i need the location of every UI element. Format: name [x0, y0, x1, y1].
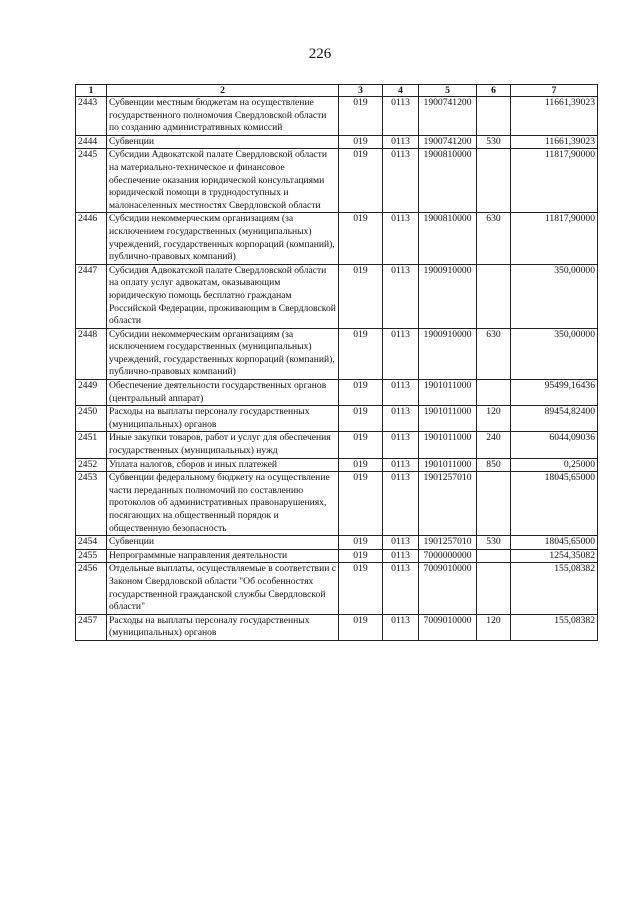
department-code-cell: 019 — [339, 472, 383, 536]
section-code-cell: 0113 — [383, 380, 419, 406]
section-code-cell: 0113 — [383, 536, 419, 550]
section-code-cell: 0113 — [383, 264, 419, 328]
target-article-cell: 1901011000 — [419, 458, 477, 472]
amount-cell: 155,08382 — [511, 563, 598, 614]
amount-cell: 350,00000 — [511, 328, 598, 379]
column-header: 5 — [419, 85, 477, 97]
amount-cell: 6044,09036 — [511, 432, 598, 458]
column-header: 3 — [339, 85, 383, 97]
target-article-cell: 1900810000 — [419, 213, 477, 264]
amount-cell: 11661,39023 — [511, 135, 598, 149]
department-code-cell: 019 — [339, 380, 383, 406]
row-number-cell: 2446 — [76, 213, 107, 264]
page-number: 226 — [308, 46, 332, 62]
department-code-cell: 019 — [339, 149, 383, 213]
department-code-cell: 019 — [339, 406, 383, 432]
expense-type-cell: 240 — [477, 432, 511, 458]
table-row — [76, 380, 598, 406]
row-number-cell: 2456 — [76, 563, 107, 614]
expense-name-cell: Субсидии некоммерческим организациям (за исключением государственных (муниципальных) учреждений, государственных корпораций (компаний), публично-правовых компаний) — [107, 328, 339, 379]
expense-type-cell: 530 — [477, 135, 511, 149]
amount-cell: 11817,90000 — [511, 213, 598, 264]
expense-name-cell: Обеспечение деятельности государственных органов (центральный аппарат) — [107, 380, 339, 406]
column-header: 6 — [477, 85, 511, 97]
expense-type-cell — [477, 149, 511, 213]
expense-name-cell: Расходы на выплаты персоналу государственных (муниципальных) органов — [107, 406, 339, 432]
department-code-cell: 019 — [339, 614, 383, 640]
expense-name-cell: Расходы на выплаты персоналу государственных (муниципальных) органов — [107, 614, 339, 640]
department-code-cell: 019 — [339, 432, 383, 458]
amount-cell: 155,08382 — [511, 614, 598, 640]
column-header: 7 — [511, 85, 598, 97]
expense-name-cell: Отдельные выплаты, осуществляемые в соответствии с Законом Свердловской области "Об особенностях государственной гражданской службы Свердловской области" — [107, 563, 339, 614]
expense-type-cell — [477, 97, 511, 136]
section-code-cell: 0113 — [383, 563, 419, 614]
amount-cell: 11817,90000 — [511, 149, 598, 213]
expense-name-cell: Иные закупки товаров, работ и услуг для обеспечения государственных (муниципальных) нужд — [107, 432, 339, 458]
expense-type-cell: 850 — [477, 458, 511, 472]
column-header: 4 — [383, 85, 419, 97]
target-article-cell: 7000000000 — [419, 549, 477, 563]
expense-type-cell — [477, 380, 511, 406]
department-code-cell: 019 — [339, 213, 383, 264]
amount-cell: 18045,65000 — [511, 536, 598, 550]
row-number-cell: 2448 — [76, 328, 107, 379]
row-number-cell: 2447 — [76, 264, 107, 328]
row-number-cell: 2450 — [76, 406, 107, 432]
expense-name-cell: Субсидии Адвокатской палате Свердловской области на материально-техническое и финансовое обеспечение оказания юридической консультациями юридической помощи в труднодоступных и малонаселенных местностях Свердловской области — [107, 149, 339, 213]
department-code-cell: 019 — [339, 549, 383, 563]
target-article-cell: 1901011000 — [419, 380, 477, 406]
department-code-cell: 019 — [339, 135, 383, 149]
table-row — [76, 563, 598, 614]
section-code-cell: 0113 — [383, 432, 419, 458]
amount-cell: 11661,39023 — [511, 97, 598, 136]
section-code-cell: 0113 — [383, 406, 419, 432]
section-code-cell: 0113 — [383, 614, 419, 640]
row-number-cell: 2443 — [76, 97, 107, 136]
column-header: 2 — [107, 85, 339, 97]
section-code-cell: 0113 — [383, 97, 419, 136]
target-article-cell: 1901257010 — [419, 536, 477, 550]
row-number-cell: 2455 — [76, 549, 107, 563]
table-row — [76, 213, 598, 264]
target-article-cell: 7009010000 — [419, 614, 477, 640]
row-number-cell: 2454 — [76, 536, 107, 550]
expense-type-cell: 630 — [477, 213, 511, 264]
amount-cell: 1254,35082 — [511, 549, 598, 563]
expense-type-cell — [477, 563, 511, 614]
expense-name-cell: Непрограммные направления деятельности — [107, 549, 339, 563]
table-row — [76, 328, 598, 379]
expense-name-cell: Уплата налогов, сборов и иных платежей — [107, 458, 339, 472]
amount-cell: 95499,16436 — [511, 380, 598, 406]
target-article-cell: 1900741200 — [419, 97, 477, 136]
section-code-cell: 0113 — [383, 549, 419, 563]
target-article-cell: 1900910000 — [419, 264, 477, 328]
section-code-cell: 0113 — [383, 472, 419, 536]
table-row — [76, 97, 598, 136]
expense-type-cell: 120 — [477, 614, 511, 640]
expense-name-cell: Субсидии некоммерческим организациям (за исключением государственных (муниципальных) учреждений, государственных корпораций (компаний), публично-правовых компаний) — [107, 213, 339, 264]
expense-name-cell: Субсидия Адвокатской палате Свердловской области на оплату услуг адвокатам, оказывающим юридическую помощь бесплатно гражданам Российской Федерации, проживающим в Свердловской области — [107, 264, 339, 328]
department-code-cell: 019 — [339, 97, 383, 136]
target-article-cell: 1900910000 — [419, 328, 477, 379]
target-article-cell: 7009010000 — [419, 563, 477, 614]
section-code-cell: 0113 — [383, 135, 419, 149]
table-row — [76, 149, 598, 213]
row-number-cell: 2445 — [76, 149, 107, 213]
expense-type-cell — [477, 472, 511, 536]
department-code-cell: 019 — [339, 264, 383, 328]
table-row — [76, 432, 598, 458]
department-code-cell: 019 — [339, 563, 383, 614]
table-row — [76, 614, 598, 640]
amount-cell: 0,25000 — [511, 458, 598, 472]
column-header: 1 — [76, 85, 107, 97]
amount-cell: 18045,65000 — [511, 472, 598, 536]
row-number-cell: 2444 — [76, 135, 107, 149]
budget-table — [75, 84, 598, 641]
target-article-cell: 1901257010 — [419, 472, 477, 536]
header-row — [76, 85, 598, 97]
target-article-cell: 1900810000 — [419, 149, 477, 213]
table-row — [76, 458, 598, 472]
expense-name-cell: Субвенции местным бюджетам на осуществление государственного полномочия Свердловской области по созданию административных комиссий — [107, 97, 339, 136]
amount-cell: 350,00000 — [511, 264, 598, 328]
target-article-cell: 1901011000 — [419, 406, 477, 432]
row-number-cell: 2449 — [76, 380, 107, 406]
amount-cell: 89454,82400 — [511, 406, 598, 432]
row-number-cell: 2453 — [76, 472, 107, 536]
department-code-cell: 019 — [339, 536, 383, 550]
department-code-cell: 019 — [339, 328, 383, 379]
expense-type-cell — [477, 264, 511, 328]
expense-type-cell: 630 — [477, 328, 511, 379]
expense-name-cell: Субвенции федеральному бюджету на осуществление части переданных полномочий по составлению протоколов об административных правонарушениях, посягающих на общественный порядок и общественную безопасность — [107, 472, 339, 536]
section-code-cell: 0113 — [383, 458, 419, 472]
expense-type-cell: 530 — [477, 536, 511, 550]
table-row — [76, 264, 598, 328]
row-number-cell: 2451 — [76, 432, 107, 458]
table-row — [76, 135, 598, 149]
expense-type-cell: 120 — [477, 406, 511, 432]
expense-name-cell: Субвенции — [107, 536, 339, 550]
section-code-cell: 0113 — [383, 213, 419, 264]
table-row — [76, 472, 598, 536]
row-number-cell: 2452 — [76, 458, 107, 472]
section-code-cell: 0113 — [383, 149, 419, 213]
section-code-cell: 0113 — [383, 328, 419, 379]
row-number-cell: 2457 — [76, 614, 107, 640]
table-row — [76, 536, 598, 550]
department-code-cell: 019 — [339, 458, 383, 472]
expense-name-cell: Субвенции — [107, 135, 339, 149]
expense-type-cell — [477, 549, 511, 563]
target-article-cell: 1901011000 — [419, 432, 477, 458]
table-row — [76, 549, 598, 563]
target-article-cell: 1900741200 — [419, 135, 477, 149]
table-row — [76, 406, 598, 432]
